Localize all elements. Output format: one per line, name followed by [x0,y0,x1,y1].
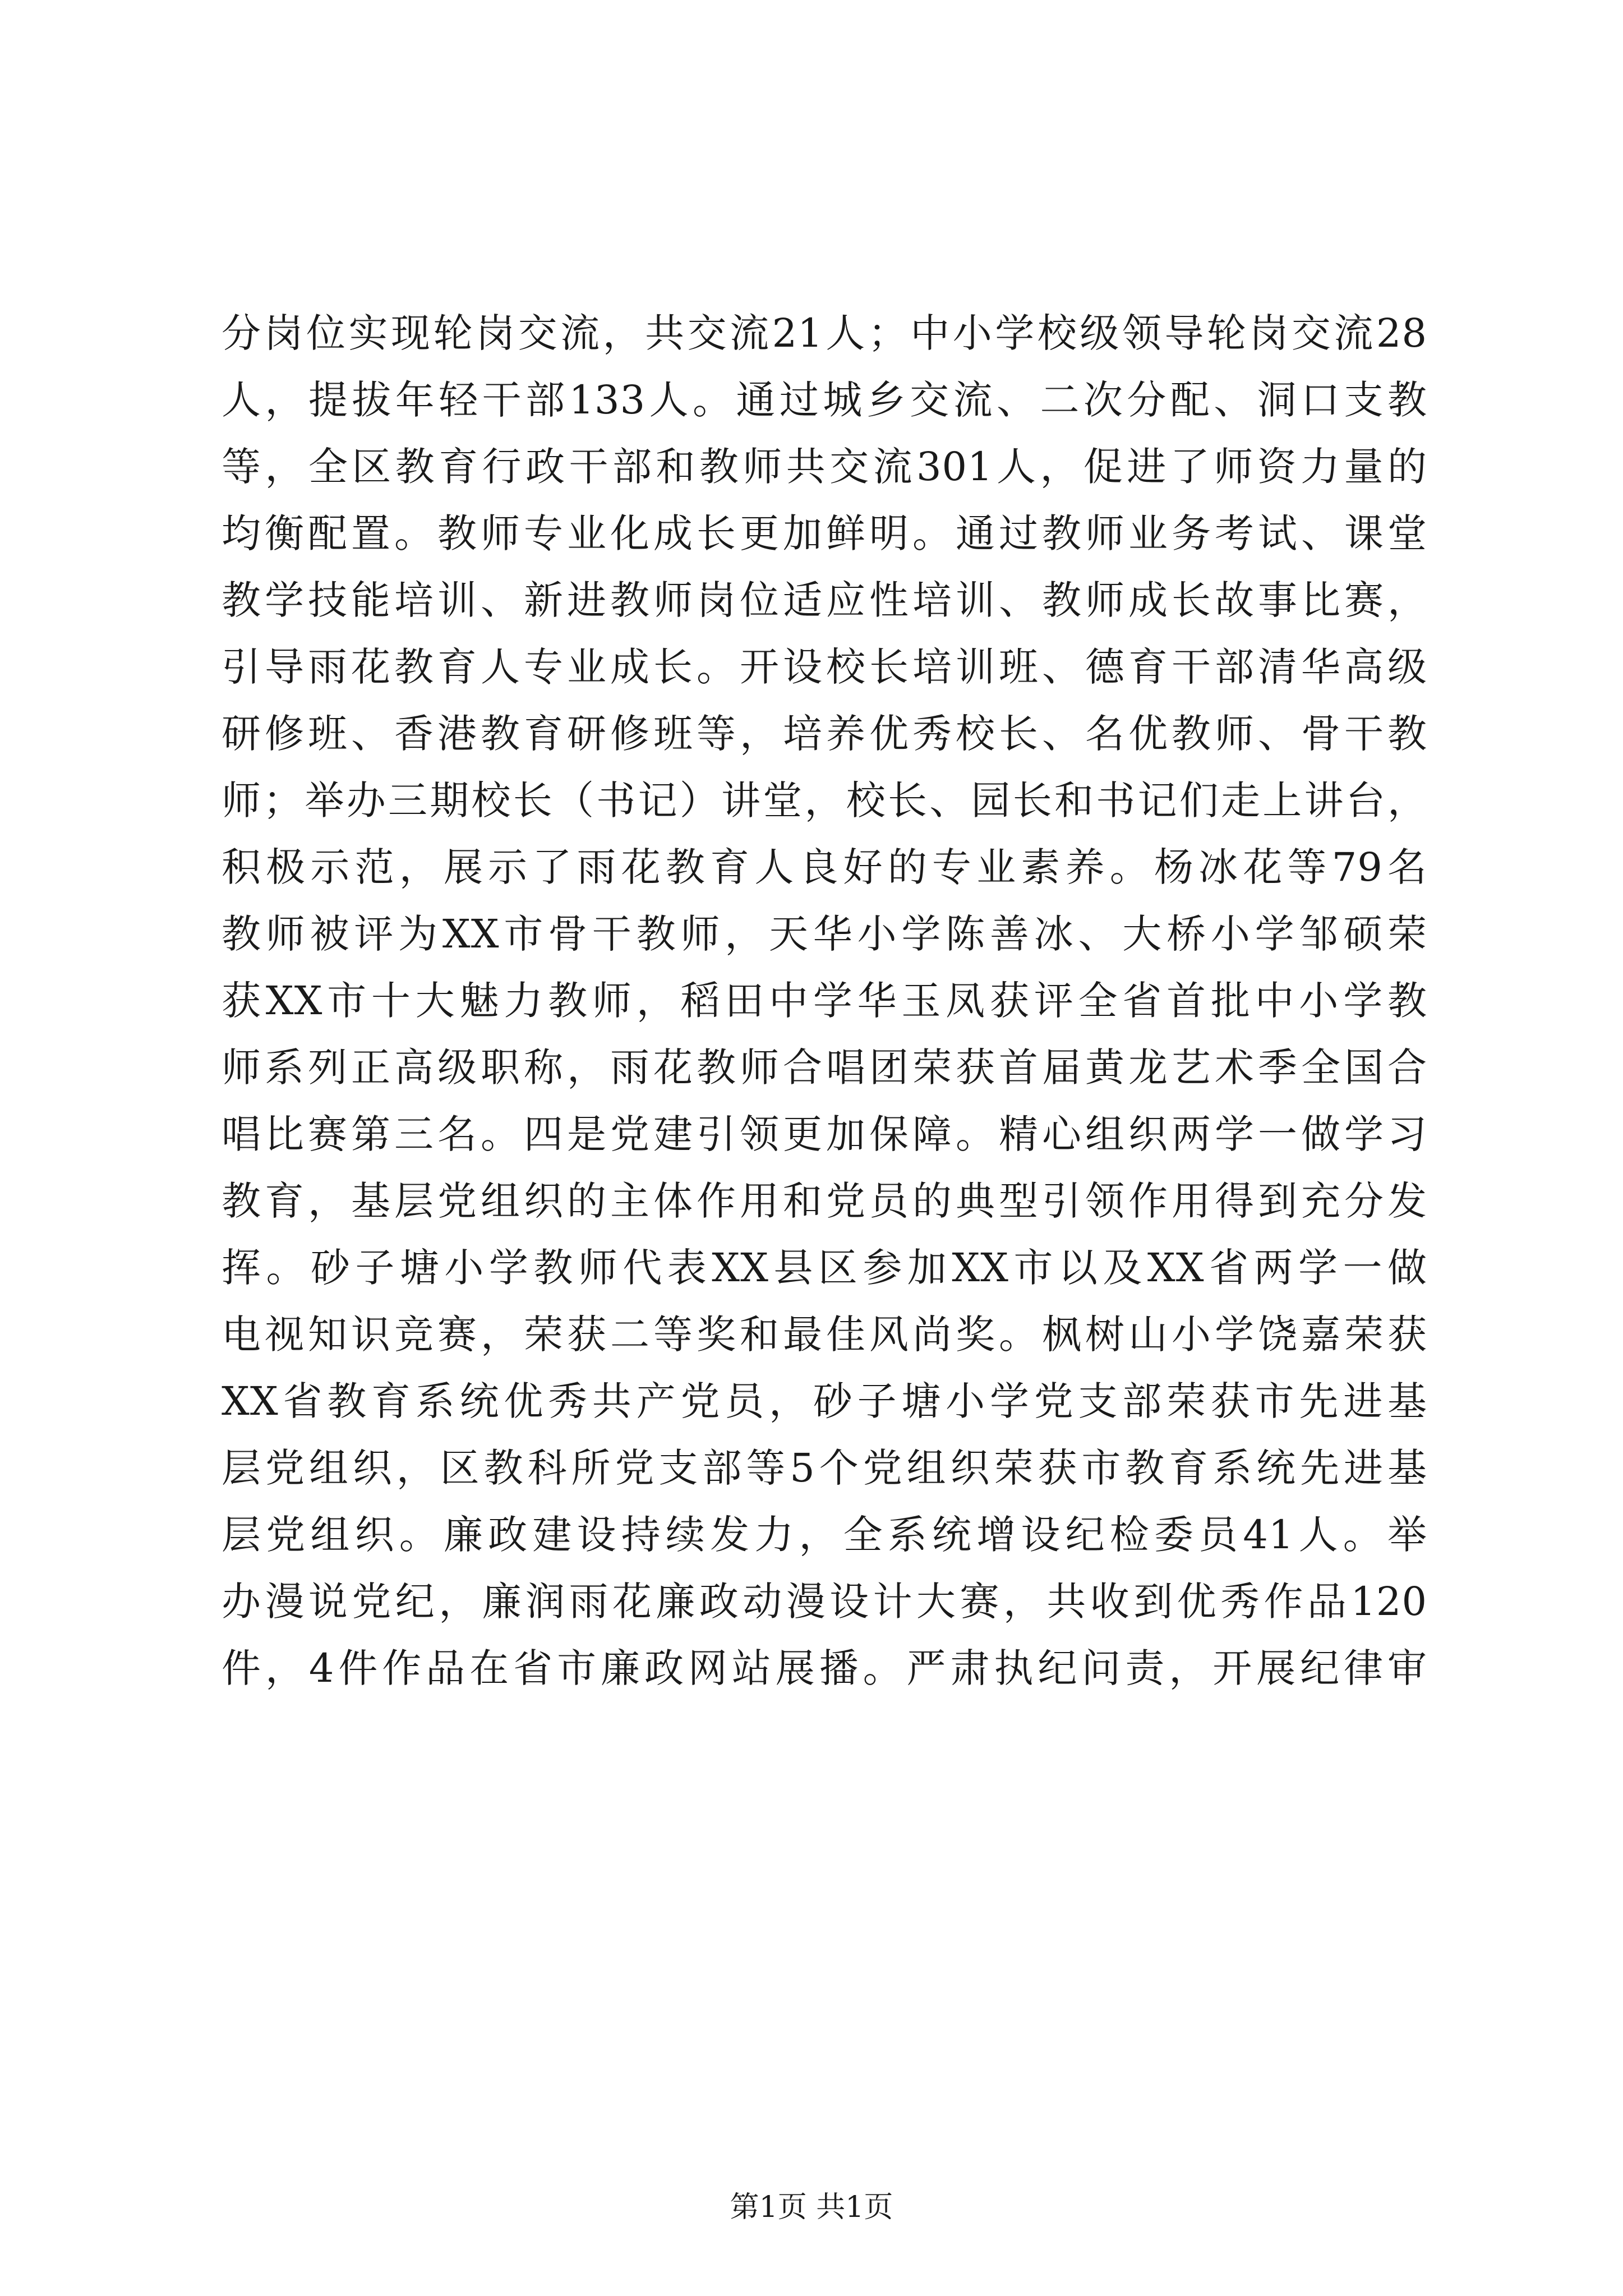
text-line: 办漫说党纪，廉润雨花廉政动漫设计大赛，共收到优秀作品120 [222,1579,1427,1625]
text-line: 电视知识竞赛，荣获二等奖和最佳风尚奖。枫树山小学饶嘉荣获 [222,1312,1427,1358]
text-line: 研修班、香港教育研修班等，培养优秀校长、名优教师、骨干教 [222,711,1427,757]
text-line: 挥。砂子塘小学教师代表XX县区参加XX市以及XX省两学一做 [222,1245,1427,1291]
page-number-label: 第1页 共1页 [730,2191,893,2224]
text-line: 获XX市十大魅力教师，稻田中学华玉凤获评全省首批中小学教 [222,978,1427,1024]
text-line: 均衡配置。教师专业化成长更加鲜明。通过教师业务考试、课堂 [222,510,1427,556]
text-line: 积极示范，展示了雨花教育人良好的专业素养。杨冰花等79名 [222,844,1427,890]
text-line: 人，提拔年轻干部133人。通过城乡交流、二次分配、洞口支教 [222,377,1427,423]
text-line: 教师被评为XX市骨干教师，天华小学陈善冰、大桥小学邹硕荣 [222,911,1427,957]
body-paragraph [222,300,1427,1702]
text-line: 等，全区教育行政干部和教师共交流301人，促进了师资力量的 [222,444,1427,490]
text-line: 教育，基层党组织的主体作用和党员的典型引领作用得到充分发 [222,1178,1427,1224]
text-line: 师系列正高级职称，雨花教师合唱团荣获首届黄龙艺术季全国合 [222,1045,1427,1091]
text-line: 件，4件作品在省市廉政网站展播。严肃执纪问责，开展纪律审 [222,1645,1427,1691]
text-line: 分岗位实现轮岗交流，共交流21人；中小学校级领导轮岗交流28 [222,310,1427,356]
text-line: 层党组织。廉政建设持续发力，全系统增设纪检委员41人。举 [222,1512,1427,1558]
page-footer [0,2191,1623,2224]
text-line: 引导雨花教育人专业成长。开设校长培训班、德育干部清华高级 [222,644,1427,690]
text-line: 唱比赛第三名。四是党建引领更加保障。精心组织两学一做学习 [222,1111,1427,1157]
text-line: 师；举办三期校长（书记）讲堂，校长、园长和书记们走上讲台， [222,777,1427,823]
text-line: 层党组织，区教科所党支部等5个党组织荣获市教育系统先进基 [222,1445,1427,1491]
text-line: XX省教育系统优秀共产党员，砂子塘小学党支部荣获市先进基 [222,1378,1427,1424]
text-line: 教学技能培训、新进教师岗位适应性培训、教师成长故事比赛， [222,577,1427,623]
